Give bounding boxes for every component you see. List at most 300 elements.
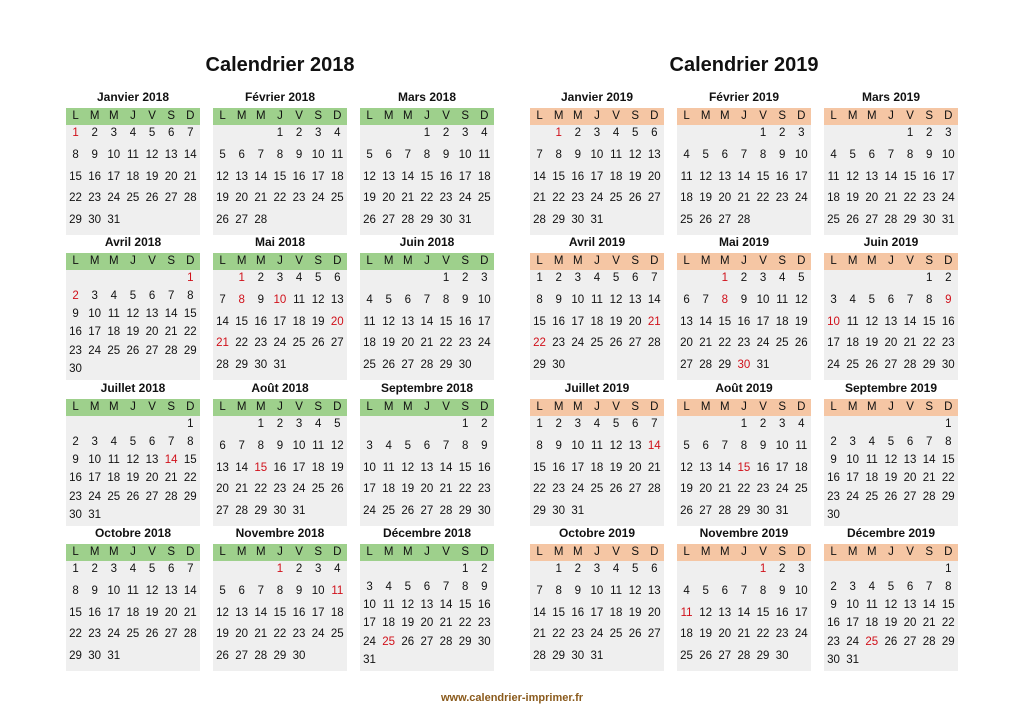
day-cell: 25 [292,337,306,350]
day-cell: 21 [183,170,197,183]
day-empty [677,562,696,578]
day-cell: 13 [647,148,661,161]
day-cell: 19 [680,483,693,496]
day-cell: 23 [827,490,840,503]
day-cell: 26 [628,628,642,641]
month-title: Février 2019 [708,90,780,104]
day-cell: 31 [756,359,770,372]
day-empty [360,271,379,287]
day-cell: 16 [477,461,491,474]
day-cell: 6 [906,581,914,594]
day-cell-holiday: 20 [330,315,344,328]
month-title: Janvier 2019 [560,90,634,104]
day-cell: 20 [718,192,732,205]
weekday-label: J [277,110,283,122]
day-cell: 18 [775,315,789,328]
weekday-label: S [631,401,640,413]
day-cell: 11 [107,454,120,467]
day-cell: 30 [775,650,789,663]
day-empty [901,562,920,578]
day-empty [398,271,417,287]
month-title: Décembre 2019 [846,526,936,540]
day-cell: 2 [830,581,837,594]
day-cell: 26 [216,214,229,227]
weekday-label: M [867,110,877,122]
weekday-label: S [314,546,323,558]
day-cell: 25 [363,359,376,372]
day-cell: 23 [941,337,955,350]
day-cell: 30 [254,359,268,372]
day-cell: 30 [69,508,82,521]
month-days [213,561,347,671]
day-cell: 20 [235,192,249,205]
day-cell: 5 [798,272,805,284]
day-cell: 28 [903,359,917,372]
day-empty [379,271,398,287]
day-cell: 30 [827,653,840,666]
footer-website-link[interactable]: www.calendrier-imprimer.fr [440,692,584,704]
day-cell: 20 [680,337,693,350]
weekday-label: D [480,401,489,413]
day-cell: 4 [683,148,690,161]
month-2019-9 [824,380,958,526]
day-cell: 9 [461,293,469,306]
weekday-label: S [925,110,934,122]
day-cell: 19 [699,192,713,205]
day-cell: 13 [718,170,732,183]
day-cell: 30 [88,650,102,663]
day-cell: 15 [439,315,453,328]
day-cell: 13 [680,315,693,328]
weekday-label: M [847,110,858,122]
day-cell: 23 [922,192,936,205]
day-cell: 29 [756,650,770,663]
day-cell: 12 [216,606,229,619]
day-empty [162,271,181,287]
day-cell-holiday: 2 [72,290,79,303]
day-cell: 19 [330,461,344,474]
day-cell: 10 [590,584,604,597]
day-cell-holiday: 1 [721,272,729,284]
day-cell: 15 [533,461,546,474]
day-cell: 27 [680,359,693,372]
day-cell: 28 [647,483,661,496]
day-cell: 6 [385,148,392,161]
day-cell: 22 [458,483,472,496]
weekday-header [360,108,494,125]
day-cell: 21 [737,192,751,205]
day-cell: 27 [628,483,642,496]
day-cell: 18 [382,617,396,630]
day-cell: 5 [702,584,709,597]
weekday-label: V [759,401,767,413]
day-cell: 9 [276,439,284,452]
weekday-label: J [130,401,136,413]
day-cell: 15 [552,170,566,183]
month-2019-10 [530,525,664,671]
day-cell: 9 [740,293,748,306]
day-cell: 18 [330,170,344,183]
day-cell: 26 [609,337,623,350]
day-cell: 9 [295,148,303,161]
day-cell: 18 [590,461,604,474]
day-cell: 6 [167,127,175,139]
day-cell: 2 [481,563,488,575]
month-days [677,416,811,526]
weekday-label: S [167,546,176,558]
day-cell: 20 [420,483,434,496]
weekday-label: L [72,110,79,122]
day-cell: 18 [107,326,121,339]
day-cell-holiday: 14 [647,439,661,452]
weekday-label: V [295,110,303,122]
day-cell: 31 [458,214,472,227]
day-cell: 22 [922,337,936,350]
day-cell: 19 [382,337,396,350]
day-empty [66,271,85,287]
weekday-label: M [700,401,711,413]
weekday-label: J [888,255,894,267]
weekday-label: D [797,401,806,413]
day-cell: 6 [721,148,729,161]
month-days [530,125,664,235]
day-cell: 22 [903,192,917,205]
day-cell: 17 [458,170,472,183]
weekday-label: J [594,255,600,267]
day-cell: 13 [628,439,642,452]
weekday-label: S [167,401,176,413]
day-cell: 31 [846,653,860,666]
day-cell: 28 [533,214,546,227]
weekday-label: V [906,110,914,122]
day-cell: 12 [699,606,713,619]
day-cell: 16 [292,606,306,619]
day-cell: 27 [647,192,661,205]
day-cell: 12 [609,293,623,306]
weekday-header [677,399,811,416]
day-cell: 11 [590,439,603,452]
weekday-label: D [480,255,489,267]
day-cell: 23 [827,635,840,648]
day-empty [379,126,398,142]
weekday-label: L [536,401,543,413]
weekday-header [530,544,664,561]
day-cell: 3 [574,272,582,284]
day-empty [881,271,900,287]
month-2019-3 [824,89,958,235]
weekday-label: D [186,110,195,122]
day-cell: 22 [756,628,770,641]
day-cell: 14 [884,170,898,183]
day-cell: 6 [423,581,431,594]
day-cell: 2 [759,418,767,430]
month-days [530,561,664,671]
day-cell: 19 [126,472,140,485]
day-empty [360,562,379,578]
day-cell: 13 [216,461,229,474]
day-cell: 24 [273,337,287,350]
day-cell: 29 [273,650,287,663]
month-title: Janvier 2018 [96,90,170,104]
day-cell: 24 [846,490,860,503]
day-cell: 10 [107,584,121,597]
day-cell: 11 [680,170,693,183]
day-cell: 5 [849,148,856,161]
day-cell: 2 [740,272,748,284]
weekday-label: M [256,401,266,413]
weekday-label: M [573,255,583,267]
day-cell: 30 [571,214,585,227]
weekday-label: V [148,401,156,413]
day-empty [360,417,379,433]
month-2019-4 [530,234,664,380]
day-cell: 5 [334,418,341,430]
weekday-label: V [148,546,156,558]
day-cell: 7 [423,293,431,306]
day-cell: 10 [311,148,325,161]
day-cell: 17 [107,606,121,619]
day-empty [398,126,417,142]
month-days [66,125,200,235]
weekday-label: J [594,110,600,122]
day-cell: 8 [555,148,562,161]
day-empty [437,417,456,433]
day-cell: 5 [148,127,156,139]
day-cell: 14 [254,170,268,183]
weekday-label: V [906,255,914,267]
day-cell: 24 [590,192,604,205]
day-cell: 15 [420,170,434,183]
day-cell: 4 [830,148,837,161]
month-2019-8 [677,380,811,526]
weekday-label: M [383,255,394,267]
day-empty [530,126,549,142]
weekday-header [213,544,347,561]
day-cell: 18 [330,606,344,619]
day-cell: 26 [699,650,713,663]
day-cell: 29 [737,505,751,518]
day-cell: 8 [257,439,265,452]
day-cell: 21 [533,628,546,641]
day-cell: 1 [442,272,450,284]
day-cell: 21 [420,337,434,350]
day-cell: 6 [721,584,729,597]
day-cell: 30 [552,505,566,518]
day-cell: 17 [590,170,604,183]
day-cell: 2 [555,272,562,284]
weekday-label: D [333,255,342,267]
day-cell: 22 [420,192,434,205]
weekday-label: M [236,401,247,413]
weekday-label: M [383,110,394,122]
day-empty [734,126,753,142]
day-cell: 27 [718,650,732,663]
day-cell: 17 [107,170,121,183]
day-cell: 24 [363,635,376,648]
day-empty [213,271,232,287]
day-cell: 19 [609,315,623,328]
day-cell: 3 [91,290,98,303]
day-cell: 10 [458,148,472,161]
day-cell: 8 [187,290,194,303]
day-cell: 14 [183,148,197,161]
day-cell: 27 [420,505,434,518]
day-cell: 1 [257,418,265,430]
day-cell: 26 [865,359,879,372]
day-cell: 11 [478,148,491,161]
day-empty [824,417,843,433]
day-cell: 15 [458,461,472,474]
day-cell: 20 [420,617,434,630]
day-cell: 18 [477,170,491,183]
month-days [530,270,664,380]
day-cell: 5 [631,127,639,139]
day-cell: 28 [183,192,197,205]
weekday-label: M [256,110,266,122]
day-cell: 9 [574,148,582,161]
month-title: Mai 2018 [254,235,306,249]
day-cell: 23 [477,617,491,630]
weekday-label: M [700,255,711,267]
day-cell: 29 [552,650,566,663]
day-cell: 22 [552,192,566,205]
day-cell: 26 [363,214,376,227]
month-2018-10 [66,525,200,671]
day-cell: 8 [945,581,952,594]
day-cell: 9 [442,148,450,161]
day-empty [123,417,142,433]
weekday-label: D [944,255,953,267]
weekday-label: M [403,255,413,267]
day-cell: 22 [273,628,287,641]
day-cell: 28 [401,214,415,227]
day-cell: 18 [590,315,604,328]
day-cell: 25 [477,192,491,205]
day-cell: 22 [552,628,566,641]
day-cell: 14 [533,170,546,183]
weekday-label: M [89,401,100,413]
weekday-label: S [461,546,470,558]
day-cell: 25 [680,214,693,227]
month-title: Mars 2019 [861,90,921,104]
day-cell: 22 [756,192,770,205]
day-empty [881,417,900,433]
month-days [213,125,347,235]
month-title: Avril 2018 [104,235,162,249]
day-cell: 12 [609,439,623,452]
day-cell: 2 [925,127,933,139]
day-cell: 14 [183,584,197,597]
weekday-header [530,108,664,125]
day-empty [843,126,862,142]
day-cell: 14 [254,606,268,619]
month-title: Mars 2018 [397,90,457,104]
weekday-label: M [700,110,711,122]
day-cell: 28 [235,505,249,518]
day-cell: 23 [571,628,585,641]
year-title-2018: Calendrier 2018 [205,54,355,76]
day-cell: 4 [481,127,488,139]
day-cell: 16 [775,170,789,183]
day-cell: 28 [439,635,453,648]
weekday-label: M [236,546,247,558]
day-cell: 10 [846,599,860,612]
day-cell: 14 [439,461,453,474]
day-cell: 13 [884,315,898,328]
month-days [677,270,811,380]
day-cell: 24 [292,483,306,496]
day-cell: 30 [756,505,770,518]
day-cell: 26 [401,505,415,518]
day-cell: 28 [922,635,936,648]
day-empty [398,562,417,578]
day-cell: 1 [925,272,933,284]
weekday-label: L [72,255,79,267]
day-cell: 5 [404,439,412,452]
weekday-label: M [867,255,877,267]
day-empty [677,126,696,142]
day-cell: 8 [187,436,194,449]
day-cell: 14 [216,315,229,328]
weekday-label: L [219,401,226,413]
day-cell: 26 [680,505,693,518]
day-empty [85,271,104,287]
day-cell: 20 [216,483,229,496]
weekday-label: J [741,546,747,558]
year-title-2019: Calendrier 2019 [669,54,819,76]
day-cell: 6 [631,418,639,430]
day-cell: 15 [903,170,917,183]
day-cell: 12 [145,584,159,597]
day-cell: 24 [311,628,325,641]
day-empty [696,417,715,433]
day-cell: 20 [865,192,879,205]
day-cell: 6 [148,290,156,303]
day-cell: 7 [187,127,194,139]
weekday-label: L [683,255,690,267]
day-cell: 29 [922,359,936,372]
day-cell: 28 [254,214,268,227]
day-cell: 26 [145,192,159,205]
month-title: Octobre 2018 [94,526,172,540]
weekday-label: M [236,110,247,122]
day-cell: 4 [334,563,341,575]
day-cell-holiday: 8 [721,293,729,306]
day-cell: 3 [461,127,469,139]
weekday-label: S [925,401,934,413]
day-cell: 9 [257,293,265,306]
weekday-header [66,253,200,270]
day-cell: 11 [610,584,623,597]
day-cell: 28 [216,359,229,372]
day-cell: 16 [737,315,751,328]
weekday-label: S [461,110,470,122]
day-cell: 18 [126,170,140,183]
day-empty [843,417,862,433]
day-cell: 28 [254,650,268,663]
month-title: Septembre 2018 [380,381,474,395]
day-cell-holiday: 25 [865,635,879,648]
day-cell: 5 [129,290,137,303]
day-cell: 25 [311,483,325,496]
day-cell: 14 [401,170,415,183]
day-cell: 4 [593,272,601,284]
day-cell: 12 [680,461,693,474]
day-empty [862,417,881,433]
day-cell: 10 [775,439,789,452]
day-cell: 17 [88,326,102,339]
day-cell: 12 [145,148,159,161]
